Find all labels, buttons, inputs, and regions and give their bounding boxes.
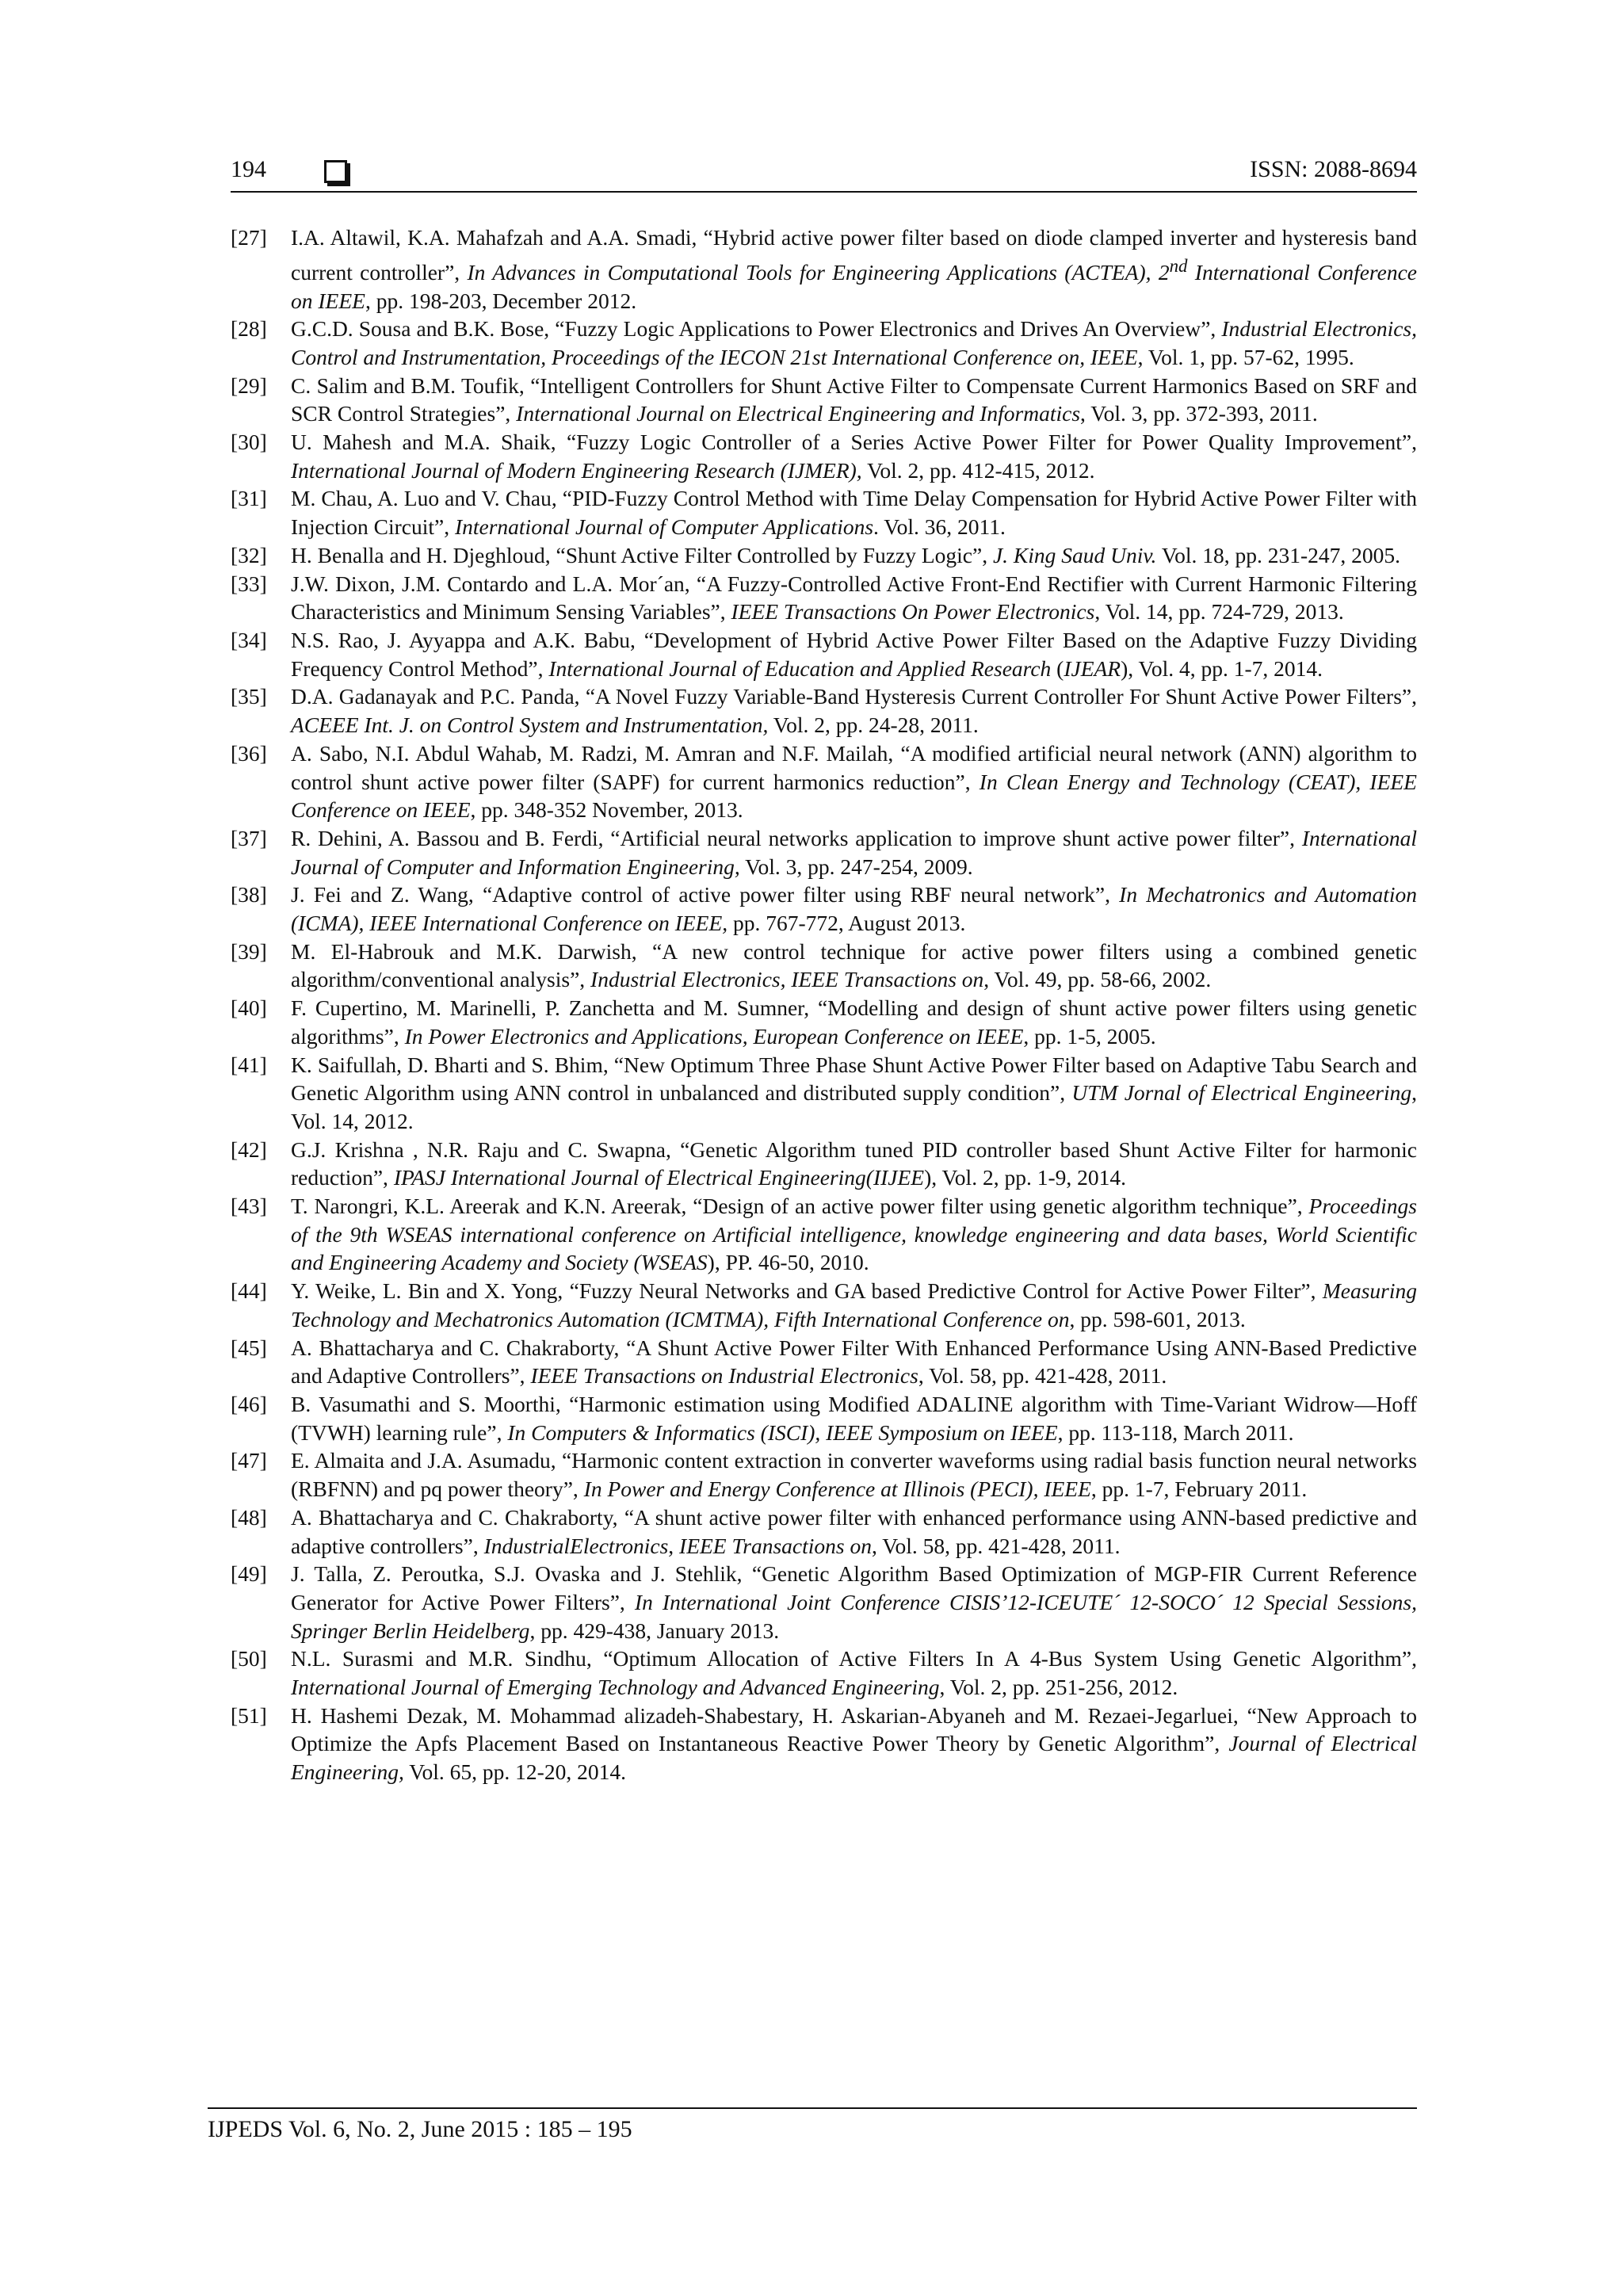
reference-item	[231, 626, 1417, 682]
reference-segment: , Vol. 2, pp. 251-256, 2012.	[939, 1675, 1178, 1700]
reference-segment: , pp. 598-601, 2013.	[1069, 1306, 1246, 1331]
reference-item	[231, 484, 1417, 541]
reference-number: [42]	[231, 1137, 267, 1162]
reference-text	[291, 1561, 1417, 1642]
reference-segment: ), Vol. 2, pp. 1-9, 2014.	[924, 1165, 1126, 1190]
reference-segment: F. Cupertino, M. Marinelli, P. Zanchetta and M. Sumner, “Modelling and design of shunt active power filters using genetic algorithms”,	[291, 995, 1417, 1049]
reference-source-italic: International Journal of Modern Engineering Research (IJMER),	[291, 457, 862, 483]
reference-source-italic: In Clean Energy and Technology (CEAT), IEEE Conference on IEEE	[291, 769, 1417, 823]
reference-text	[291, 430, 1417, 483]
issn-label: ISSN: 2088-8694	[1250, 156, 1417, 182]
reference-text	[291, 543, 1400, 567]
reference-text	[291, 1392, 1417, 1445]
reference-segment: Vol. 18, pp. 231-247, 2005.	[1156, 542, 1401, 567]
reference-number: [29]	[231, 372, 267, 398]
reference-number: [39]	[231, 938, 267, 964]
reference-source-italic: In Power Electronics and Applications, European Conference on IEEE	[404, 1023, 1024, 1049]
reference-text	[291, 1052, 1417, 1133]
reference-list	[231, 223, 1417, 1786]
reference-source-italic: In Advances in Computational Tools for Engineering Applications (ACTEA), 2	[467, 259, 1170, 285]
reference-source-italic: In Power and Energy Conference at Illinois (PECI), IEEE	[583, 1477, 1091, 1502]
page-header	[231, 156, 1417, 191]
reference-source-italic: International Journal of Emerging Technology and Advanced Engineering	[291, 1675, 940, 1700]
reference-number: [48]	[231, 1504, 267, 1530]
reference-source-italic: Industrial Electronics, Control and Instrumentation, Proceedings of the IECON 21st International Conference on, IEEE	[291, 316, 1417, 369]
reference-segment: A. Bhattacharya and C. Chakraborty, “A shunt active power filter with enhanced performance using ANN-based predictive and adaptive controllers”,	[291, 1504, 1417, 1558]
reference-number: [27]	[231, 225, 267, 250]
reference-segment: D.A. Gadanayak and P.C. Panda, “A Novel Fuzzy Variable-Band Hysteresis Current Controller For Shunt Active Power Filters”,	[291, 684, 1417, 709]
reference-text	[291, 1335, 1417, 1389]
page-number: 194	[231, 156, 266, 182]
reference-item	[231, 739, 1417, 824]
reference-source-italic: International Journal of Education and Applied Research	[548, 655, 1052, 681]
reference-text	[291, 1505, 1417, 1558]
reference-text	[291, 939, 1417, 992]
reference-number: [44]	[231, 1278, 267, 1304]
reference-segment: B. Vasumathi and S. Moorthi, “Harmonic estimation using Modified ADALINE algorithm with Time-Variant Widrow—Hoff (TVWH) learning rule”,	[291, 1391, 1417, 1445]
reference-item	[231, 1277, 1417, 1333]
reference-segment: , pp. 348-352 November, 2013.	[470, 797, 743, 823]
reference-text	[291, 1703, 1417, 1784]
reference-segment: I.A. Altawil, K.A. Mahafzah and A.A. Smadi, “Hybrid active power filter based on diode clamped inverter and hysteresis band current controller”,	[291, 225, 1417, 285]
reference-segment: Vol. 2, pp. 412-415, 2012.	[861, 457, 1095, 483]
reference-item	[231, 1136, 1417, 1192]
reference-segment: N.L. Surasmi and M.R. Sindhu, “Optimum Allocation of Active Filters In A 4-Bus System Using Genetic Algorithm”,	[291, 1646, 1417, 1671]
reference-source-italic: In Computers & Informatics (ISCI), IEEE Symposium on IEEE	[507, 1419, 1058, 1445]
reference-number: [49]	[231, 1561, 267, 1587]
reference-segment: Vol. 65, pp. 12-20, 2014.	[403, 1759, 626, 1785]
reference-source-italic: IEEE Transactions On Power Electronics	[731, 599, 1095, 625]
reference-item	[231, 1645, 1417, 1701]
reference-text	[291, 882, 1417, 935]
reference-segment: , Vol. 1, pp. 57-62, 1995.	[1137, 344, 1354, 369]
reference-number: [28]	[231, 316, 267, 342]
reference-source-italic: In Mechatronics and Automation (ICMA), IEEE International Conference on IEEE,	[291, 882, 1417, 936]
reference-text	[291, 486, 1417, 539]
reference-segment: T. Narongri, K.L. Areerak and K.N. Areerak, “Design of an active power filter using genetic algorithm technique”,	[291, 1194, 1309, 1219]
reference-item	[231, 881, 1417, 937]
reference-item	[231, 682, 1417, 739]
reference-segment: J. Talla, Z. Peroutka, S.J. Ovaska and J. Stehlik, “Genetic Algorithm Based Optimization of MGP-FIR Current Reference Generator for Active Power Filters”,	[291, 1561, 1417, 1614]
reference-segment: ), Vol. 4, pp. 1-7, 2014.	[1121, 655, 1323, 681]
reference-number: [36]	[231, 740, 267, 766]
reference-segment: , pp. 113-118, March 2011.	[1057, 1419, 1294, 1445]
reference-segment: A. Sabo, N.I. Abdul Wahab, M. Radzi, M. Amran and N.F. Mailah, “A modified artificial neural network (ANN) algorithm to control shunt active power filter (SAPF) for current harmonics reduction”,	[291, 740, 1417, 794]
reference-item	[231, 824, 1417, 881]
reference-number: [37]	[231, 825, 267, 850]
reference-source-italic: IEEE Transactions on Industrial Electronics	[530, 1363, 918, 1389]
reference-segment: , Vol. 14, 2012.	[291, 1080, 1417, 1133]
reference-text	[291, 684, 1417, 737]
reference-segment: Vol. 3, pp. 247-254, 2009.	[739, 854, 973, 879]
reference-number: [34]	[231, 628, 267, 652]
reference-source-italic: IJEAR	[1064, 655, 1121, 681]
reference-text	[291, 741, 1417, 822]
reference-segment: , Vol. 14, pp. 724-729, 2013.	[1094, 599, 1344, 625]
reference-segment: , pp. 1-7, February 2011.	[1090, 1477, 1308, 1502]
reference-item	[231, 1702, 1417, 1786]
reference-segment: , Vol. 58, pp. 421-428, 2011.	[918, 1363, 1167, 1389]
reference-item	[231, 1446, 1417, 1503]
reference-segment: G.C.D. Sousa and B.K. Bose, “Fuzzy Logic Applications to Power Electronics and Drives An Overview”,	[291, 316, 1222, 342]
reference-text	[291, 1646, 1417, 1699]
reference-item	[231, 1503, 1417, 1560]
reference-segment: J.W. Dixon, J.M. Contardo and L.A. Mor´an, “A Fuzzy-Controlled Active Front-End Rectifier with Current Harmonic Filtering Characteristics and Minimum Sensing Variables”,	[291, 571, 1417, 625]
reference-segment: G.J. Krishna , N.R. Raju and C. Swapna, “Genetic Algorithm tuned PID controller based Shunt Active Filter for harmonic reduction”,	[291, 1137, 1417, 1190]
reference-text	[291, 571, 1417, 625]
reference-item	[231, 1051, 1417, 1136]
reference-source-italic: Industrial Electronics, IEEE Transactions on	[590, 967, 984, 992]
reference-item	[231, 372, 1417, 428]
reference-segment: . Vol. 36, 2011.	[873, 514, 1006, 540]
reference-number: [51]	[231, 1702, 267, 1728]
reference-segment: C. Salim and B.M. Toufik, “Intelligent Controllers for Shunt Active Filter to Compensate Current Harmonics Based on SRF and SCR Control Strategies”,	[291, 372, 1417, 426]
reference-text	[291, 225, 1417, 313]
reference-number: [30]	[231, 430, 267, 455]
reference-source-italic: IEEE Transactions on	[679, 1533, 872, 1558]
reference-item	[231, 570, 1417, 626]
reference-source-italic: IndustrialElectronics	[483, 1533, 669, 1558]
reference-segment: K. Saifullah, D. Bharti and S. Bhim, “New Optimum Three Phase Shunt Active Power Filter based on Adaptive Tabu Search and Genetic Algorithm using ANN control in unbalanced and distributed supply condition”,	[291, 1052, 1417, 1106]
reference-number: [40]	[231, 995, 267, 1021]
reference-number: [43]	[231, 1194, 267, 1219]
reference-text	[291, 1448, 1417, 1501]
reference-text	[291, 826, 1417, 879]
reference-segment: H. Hashemi Dezak, M. Mohammad alizadeh-Shabestary, H. Askarian-Abyaneh and M. Rezaei-Jegarluei, “New Approach to Optimize the Apfs Placement Based on Instantaneous Reactive Power Theory by Genetic Algorithm”,	[291, 1702, 1417, 1756]
header-rule	[231, 191, 1417, 193]
reference-item	[231, 541, 1417, 570]
reference-source-italic: J. King Saud Univ.	[992, 542, 1157, 567]
reference-source-italic: International Journal on Electrical Engineering and Informatics	[516, 401, 1081, 426]
reference-text	[291, 1194, 1417, 1274]
reference-segment: E. Almaita and J.A. Asumadu, “Harmonic content extraction in converter waveforms using radial basis function neural networks (RBFNN) and pq power theory”,	[291, 1448, 1417, 1502]
reference-segment: , Vol. 49, pp. 58-66, 2002.	[983, 967, 1212, 992]
footer-citation: IJPEDS Vol. 6, No. 2, June 2015 : 185 – 195	[208, 2116, 632, 2142]
reference-item	[231, 1390, 1417, 1446]
reference-item	[231, 1560, 1417, 1645]
reference-item	[231, 315, 1417, 371]
reference-source-italic: IPASJ International Journal of Electrical Engineering(IIJEE	[393, 1165, 925, 1190]
reference-item	[231, 938, 1417, 994]
reference-segment: , pp. 429-438, January 2013.	[529, 1618, 780, 1643]
reference-segment: M. El-Habrouk and M.K. Darwish, “A new control technique for active power filters using a combined genetic algorithm/conventional analysis”,	[291, 938, 1417, 992]
reference-text	[291, 1278, 1417, 1331]
reference-segment: , Vol. 58, pp. 421-428, 2011.	[871, 1533, 1121, 1558]
reference-text	[291, 1137, 1417, 1190]
reference-segment: N.S. Rao, J. Ayyappa and A.K. Babu, “Development of Hybrid Active Power Filter Based on the Adaptive Fuzzy Dividing Frequency Control Method”,	[291, 628, 1417, 681]
reference-segment: , pp. 198-203, December 2012.	[365, 288, 637, 313]
reference-source-italic: Proceedings of the 9th WSEAS international conference on Artificial intelligence, knowledge engineering and data bases, World Scientific and Engineering Academy and Society (WSEAS	[291, 1194, 1417, 1275]
reference-segment: ,	[668, 1533, 680, 1558]
reference-item	[231, 223, 1417, 315]
reference-segment: R. Dehini, A. Bassou and B. Ferdi, “Artificial neural networks application to improve shunt active power filter”,	[291, 825, 1302, 850]
reference-item	[231, 1334, 1417, 1390]
reference-segment: M. Chau, A. Luo and V. Chau, “PID-Fuzzy Control Method with Time Delay Compensation for Hybrid Active Power Filter with Injection Circuit”,	[291, 486, 1417, 540]
reference-source-italic: International Journal of Computer Applications	[454, 514, 874, 540]
reference-source-italic: nd	[1169, 255, 1188, 276]
reference-segment: ), PP. 46-50, 2010.	[707, 1250, 869, 1275]
reference-source-italic: ACEEE Int. J. on Control System and Instrumentation,	[291, 712, 769, 738]
reference-source-italic: International Journal of Computer and Information Engineering,	[291, 825, 1417, 879]
reference-segment: Vol. 2, pp. 24-28, 2011.	[768, 712, 979, 738]
reference-segment: (	[1051, 655, 1064, 681]
reference-number: [38]	[231, 882, 267, 907]
reference-number: [41]	[231, 1052, 267, 1077]
reference-segment: Y. Weike, L. Bin and X. Yong, “Fuzzy Neural Networks and GA based Predictive Control for Active Power Filter”,	[291, 1278, 1323, 1304]
reference-text	[291, 316, 1417, 369]
reference-item	[231, 994, 1417, 1050]
reference-number: [35]	[231, 684, 267, 709]
reference-segment: J. Fei and Z. Wang, “Adaptive control of active power filter using RBF neural network”,	[291, 882, 1120, 907]
reference-number: [46]	[231, 1391, 267, 1416]
reference-number: [47]	[231, 1448, 267, 1473]
reference-item	[231, 428, 1417, 484]
reference-number: [50]	[231, 1646, 267, 1671]
reference-text	[291, 628, 1417, 681]
reference-segment: , pp. 1-5, 2005.	[1023, 1023, 1156, 1049]
reference-source-italic: UTM Jornal of Electrical Engineering	[1071, 1080, 1412, 1106]
reference-segment: H. Benalla and H. Djeghloud, “Shunt Active Filter Controlled by Fuzzy Logic”,	[291, 542, 993, 567]
reference-number: [45]	[231, 1335, 267, 1360]
reference-segment: pp. 767-772, August 2013.	[727, 911, 966, 936]
reference-source-italic: Journal of Electrical Engineering,	[291, 1731, 1417, 1785]
reference-source-italic: International Conference on IEEE	[291, 259, 1417, 313]
reference-segment: A. Bhattacharya and C. Chakraborty, “A Shunt Active Power Filter With Enhanced Performance Using ANN-Based Predictive and Adaptive Controllers”,	[291, 1335, 1417, 1389]
reference-number: [31]	[231, 486, 267, 511]
footer-rule	[208, 2107, 1417, 2109]
reference-segment: , Vol. 3, pp. 372-393, 2011.	[1080, 401, 1318, 426]
reference-number: [33]	[231, 571, 267, 596]
reference-source-italic: Measuring Technology and Mechatronics Automation (ICMTMA), Fifth International Conference on	[291, 1278, 1417, 1331]
reference-segment: U. Mahesh and M.A. Shaik, “Fuzzy Logic Controller of a Series Active Power Filter for Power Quality Improvement”,	[291, 430, 1417, 455]
reference-number: [32]	[231, 542, 267, 567]
reference-item	[231, 1192, 1417, 1277]
reference-text	[291, 995, 1417, 1049]
reference-text	[291, 373, 1417, 426]
reference-source-italic: In International Joint Conference CISIS’12-ICEUTE´ 12-SOCO´ 12 Special Sessions, Springer Berlin Heidelberg	[291, 1589, 1417, 1643]
square-bullet-icon	[324, 160, 347, 183]
